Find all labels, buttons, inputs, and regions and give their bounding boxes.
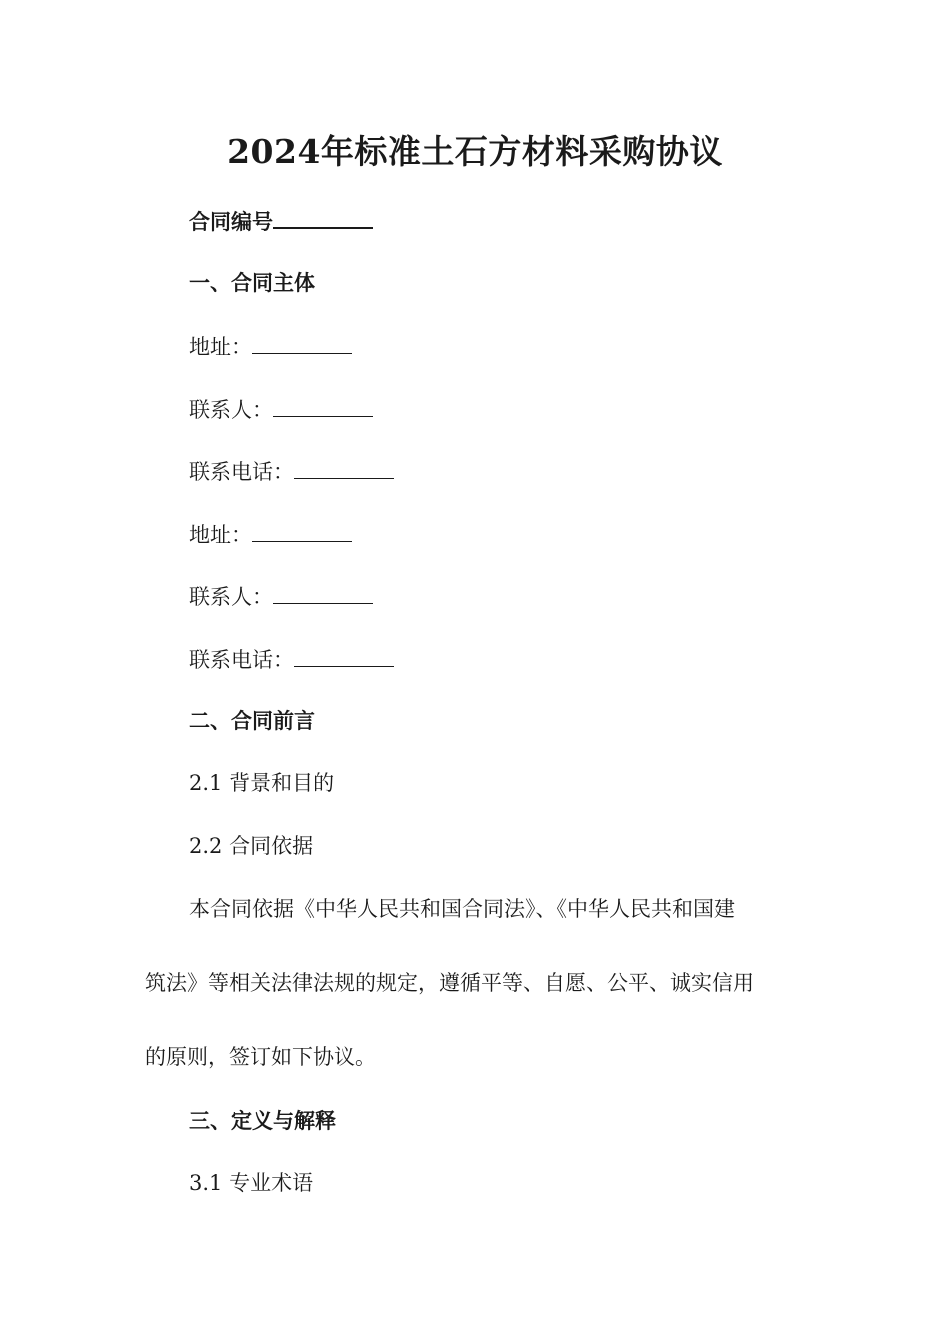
paragraph-line-2: 筑法》等相关法律法规的规定，遵循平等、自愿、公平、诚实信用 (145, 971, 754, 995)
party-b-phone-line (189, 644, 394, 675)
party-a-contact-label: 联系人： (189, 398, 273, 422)
party-b-contact-line (189, 581, 373, 612)
party-a-address-line (189, 331, 352, 362)
party-a-phone-label: 联系电话： (189, 460, 294, 484)
party-b-phone-label: 联系电话： (189, 648, 294, 672)
contract-number-label: 合同编号 (189, 209, 273, 234)
party-a-phone-line (189, 456, 394, 487)
section-2-heading: 二、合同前言 (189, 708, 315, 733)
contract-number-blank (273, 205, 373, 229)
party-b-contact-label: 联系人： (189, 585, 273, 609)
party-b-address-label: 地址： (189, 523, 252, 547)
party-a-phone-blank (294, 456, 394, 479)
paragraph-line-3: 的原则，签订如下协议。 (145, 1045, 376, 1069)
party-b-address-blank (252, 519, 352, 542)
party-b-address-line (189, 519, 352, 550)
item-3-1: 3.1 专业术语 (189, 1171, 314, 1195)
item-2-1: 2.1 背景和目的 (189, 771, 335, 795)
contract-number-line (189, 205, 373, 237)
party-a-contact-line (189, 394, 373, 425)
party-b-phone-blank (294, 644, 394, 667)
document-title: 2024年标准土石方材料采购协议 (227, 132, 723, 171)
party-a-contact-blank (273, 394, 373, 417)
party-a-address-blank (252, 331, 352, 354)
party-a-address-label: 地址： (189, 335, 252, 359)
paragraph-line-1: 本合同依据《中华人民共和国合同法》、《中华人民共和国建 (189, 897, 735, 921)
section-1-heading: 一、合同主体 (189, 270, 315, 295)
item-2-2: 2.2 合同依据 (189, 834, 314, 858)
section-3-heading: 三、定义与解释 (189, 1108, 336, 1133)
party-b-contact-blank (273, 581, 373, 604)
